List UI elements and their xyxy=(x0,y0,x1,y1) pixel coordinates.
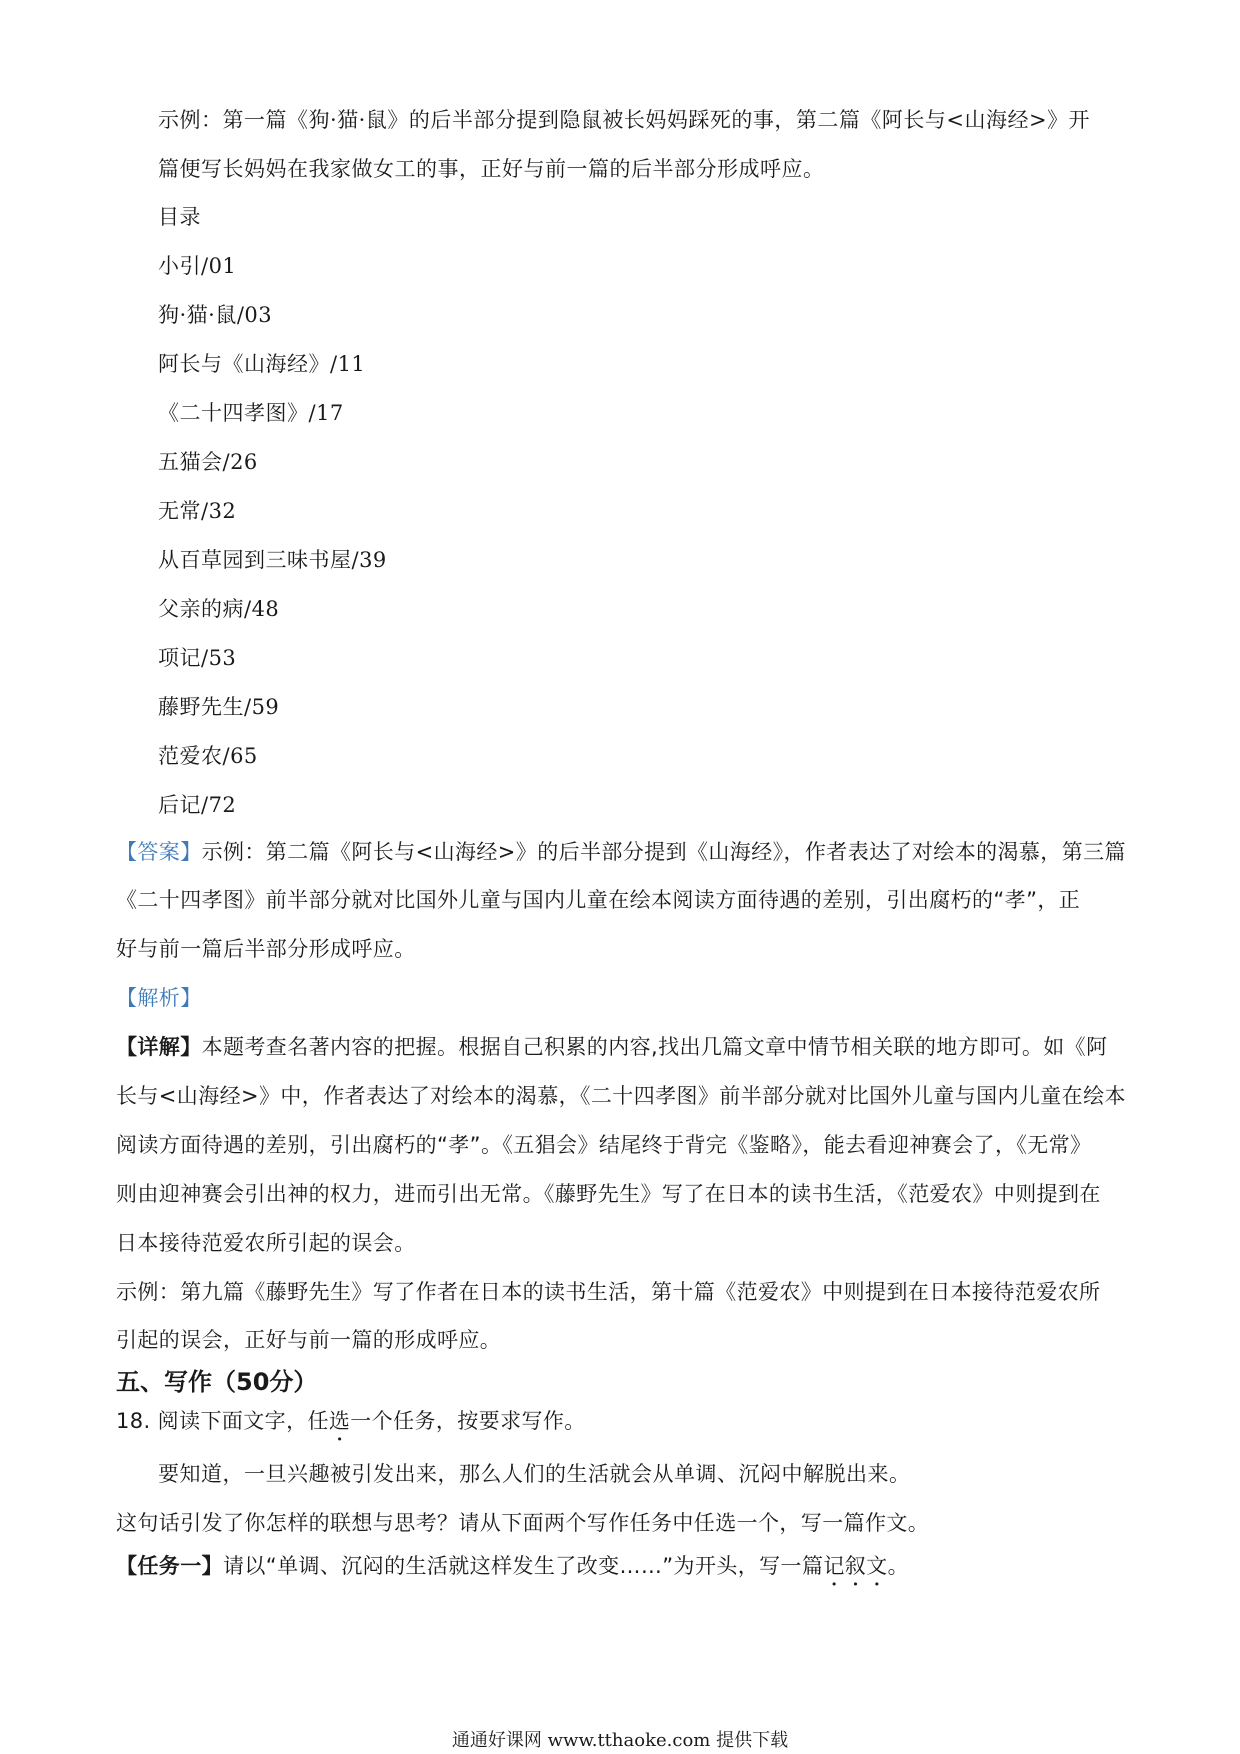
question-18-emphasis: 选 xyxy=(328,1409,351,1433)
toc-item: 从百草园到三味书屋/39 xyxy=(158,548,387,572)
section-5-heading: 五、写作（50分） xyxy=(116,1368,318,1396)
question-18-prefix: 18. 阅读下面文字，任 xyxy=(116,1409,329,1433)
detail-line-3: 阅读方面待遇的差别，引出腐朽的“孝”。《五猖会》结尾终于背完《鉴略》，能去看迎神赛会了，《无常》 xyxy=(116,1133,1092,1157)
answer-text-1: 示例：第二篇《阿长与<山海经>》的后半部分提到《山海经》，作者表达了对绘本的渴慕，第三篇 xyxy=(201,840,1126,864)
answer-tag: 【答案】 xyxy=(116,840,202,864)
detail-line-1 xyxy=(116,1033,1107,1061)
answer-line-3: 好与前一篇后半部分形成呼应。 xyxy=(116,937,416,961)
example-intro-line-2: 篇便写长妈妈在我家做女工的事，正好与前一篇的后半部分形成呼应。 xyxy=(158,157,825,181)
toc-item: 五猫会/26 xyxy=(158,450,258,474)
analysis-tag: 【解析】 xyxy=(116,986,202,1010)
task-1 xyxy=(116,1552,909,1591)
answer-line-1 xyxy=(116,838,1126,866)
task-1-text: 请以“单调、沉闷的生活就这样发生了改变……”为开头，写一篇 xyxy=(223,1554,824,1578)
detail-text-1: 本题考查名著内容的把握。根据自己积累的内容,找出几篇文章中情节相关联的地方即可。如《阿 xyxy=(201,1035,1108,1059)
example-intro-line-1: 示例：第一篇《狗·猫·鼠》的后半部分提到隐鼠被长妈妈踩死的事，第二篇《阿长与<山海经>》开 xyxy=(158,108,1091,132)
writing-quote: 要知道，一旦兴趣被引发出来，那么人们的生活就会从单调、沉闷中解脱出来。 xyxy=(158,1462,911,1486)
toc-item: 藤野先生/59 xyxy=(158,695,280,719)
writing-prompt: 这句话引发了你怎样的联想与思考？请从下面两个写作任务中任选一个，写一篇作文。 xyxy=(116,1511,930,1535)
detail-tag: 【详解】 xyxy=(116,1035,202,1059)
toc-item: 狗·猫·鼠/03 xyxy=(158,303,273,327)
toc-item: 后记/72 xyxy=(158,793,237,817)
toc-item: 《二十四孝图》/17 xyxy=(158,401,344,425)
detail-line-5: 日本接待范爱农所引起的误会。 xyxy=(116,1231,416,1255)
detail-example-line-2: 引起的误会，正好与前一篇的形成呼应。 xyxy=(116,1328,502,1352)
detail-line-2: 长与<山海经>》中，作者表达了对绘本的渴慕，《二十四孝图》前半部分就对比国外儿童与国内儿童在绘本 xyxy=(116,1084,1126,1108)
question-18 xyxy=(116,1407,586,1446)
toc-item: 小引/01 xyxy=(158,254,237,278)
toc-item: 项记/53 xyxy=(158,646,237,670)
question-18-suffix: 一个任务，按要求写作。 xyxy=(350,1409,586,1433)
toc-item: 父亲的病/48 xyxy=(158,597,280,621)
task-1-end: 。 xyxy=(887,1554,909,1578)
detail-example-line-1: 示例：第九篇《藤野先生》写了作者在日本的读书生活，第十篇《范爱农》中则提到在日本接待范爱农所 xyxy=(116,1280,1101,1304)
detail-line-4: 则由迎神赛会引出神的权力，进而引出无常。《藤野先生》写了在日本的读书生活，《范爱农》中则提到在 xyxy=(116,1182,1101,1206)
answer-line-2: 《二十四孝图》前半部分就对比国外儿童与国内儿童在绘本阅读方面待遇的差别，引出腐朽的“孝”，正 xyxy=(116,888,1081,912)
task-1-emphasis: 记叙文 xyxy=(823,1554,888,1578)
toc-title: 目录 xyxy=(158,205,201,229)
footer-credit: 通通好课网 www.tthaoke.com 提供下载 xyxy=(451,1730,789,1751)
toc-item: 阿长与《山海经》/11 xyxy=(158,352,366,376)
toc-item: 范爱农/65 xyxy=(158,744,258,768)
task-1-tag: 【任务一】 xyxy=(116,1554,223,1578)
toc-item: 无常/32 xyxy=(158,499,237,523)
